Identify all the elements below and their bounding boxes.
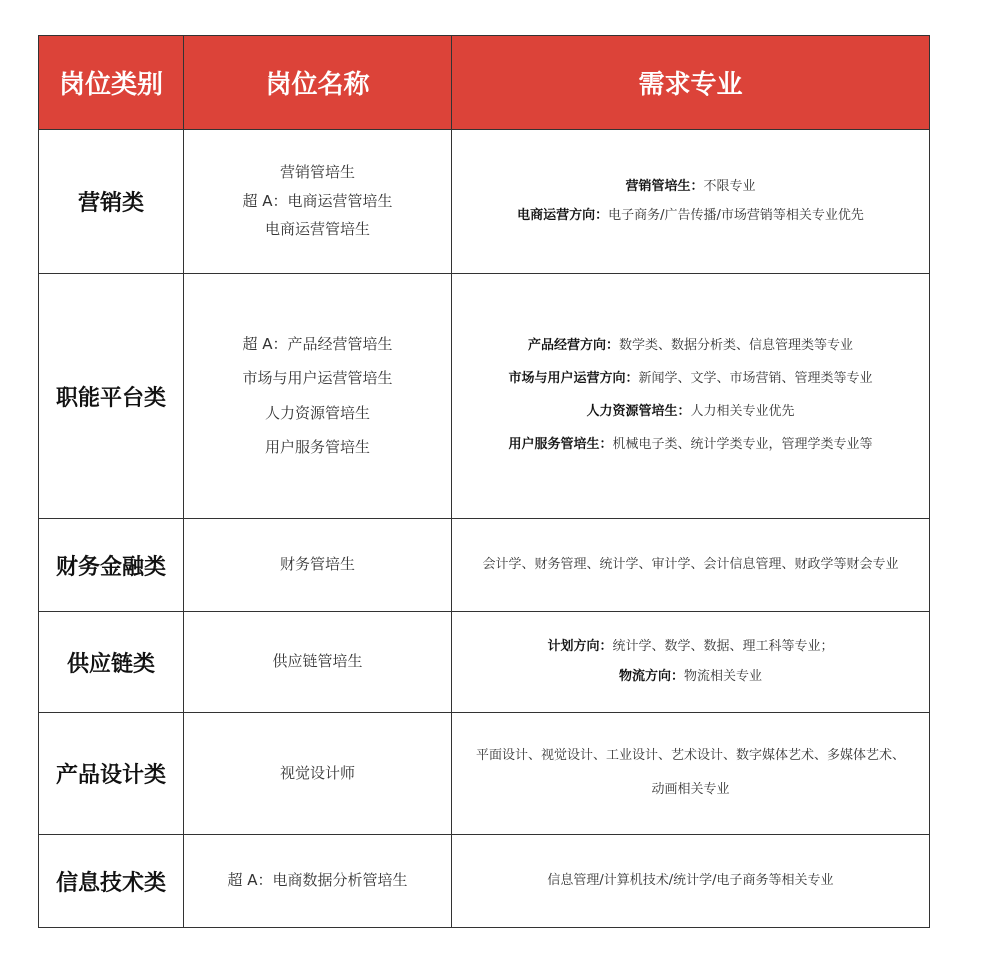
major-label: 产品经营方向： — [527, 338, 619, 354]
position-name: 用户服务管培生 — [264, 438, 370, 456]
position-cell — [184, 612, 452, 713]
table-row — [39, 612, 930, 713]
major-text: 数学类、数据分析类、信息管理类等专业 — [619, 338, 854, 354]
major-label: 电商运营方向： — [517, 207, 609, 223]
table-row — [39, 274, 930, 519]
position-name: 电商运营管培生 — [264, 220, 370, 239]
major-item — [452, 437, 929, 454]
major-text: 人力相关专业优先 — [690, 404, 795, 419]
position-cell — [184, 274, 452, 519]
major-item — [452, 371, 929, 388]
major-text: 物流相关专业 — [684, 668, 763, 684]
major-text: 新闻学、文学、市场营销、管理类等专业 — [638, 371, 873, 387]
major-cell — [452, 612, 930, 713]
major-item — [452, 782, 929, 799]
position-cell — [184, 519, 452, 612]
major-label: 市场与用户运营方向： — [508, 371, 639, 387]
major-label: 人力资源管培生： — [586, 404, 691, 419]
major-item — [452, 639, 929, 656]
position-name: 视觉设计师 — [279, 763, 355, 782]
major-item — [452, 873, 929, 890]
position-name: 超 A：电商数据分析管培生 — [227, 871, 408, 890]
major-item — [452, 179, 929, 196]
table-row — [39, 519, 930, 612]
major-text: 机械电子类、统计学类专业，管理学类专业等 — [612, 436, 873, 452]
recruitment-table — [38, 35, 930, 928]
major-text: 不限专业 — [703, 178, 756, 194]
category-cell: 供应链类 — [39, 612, 184, 713]
major-label: 营销管培生： — [625, 178, 704, 194]
major-cell — [452, 713, 930, 835]
position-name: 供应链管培生 — [272, 652, 363, 671]
major-item — [452, 557, 929, 574]
major-text: 统计学、数学、数据、理工科等专业； — [612, 638, 834, 654]
category-cell: 信息技术类 — [39, 835, 184, 928]
position-name: 营销管培生 — [279, 163, 355, 182]
table-row — [39, 130, 930, 274]
header-major: 需求专业 — [452, 36, 930, 130]
major-text: 动画相关专业 — [651, 782, 730, 797]
position-name: 超 A：电商运营管培生 — [242, 191, 393, 210]
position-cell — [184, 835, 452, 928]
table-row — [39, 713, 930, 835]
table-header — [39, 36, 930, 130]
major-cell — [452, 519, 930, 612]
table-row — [39, 835, 930, 928]
header-category: 岗位类别 — [39, 36, 184, 130]
position-name: 市场与用户运营管培生 — [242, 369, 393, 387]
header-position: 岗位名称 — [184, 36, 452, 130]
major-item — [452, 669, 929, 686]
category-cell: 职能平台类 — [39, 274, 184, 519]
major-text: 平面设计、视觉设计、工业设计、艺术设计、数字媒体艺术、多媒体艺术、 — [475, 748, 905, 764]
major-text: 信息管理/计算机技术/统计学/电子商务等相关专业 — [547, 872, 834, 888]
position-cell — [184, 713, 452, 835]
major-item — [452, 208, 929, 225]
major-cell — [452, 274, 930, 519]
major-cell — [452, 835, 930, 928]
major-item — [452, 338, 929, 355]
position-name: 财务管培生 — [279, 555, 355, 574]
major-label: 计划方向： — [547, 638, 613, 654]
major-text: 会计学、财务管理、统计学、审计学、会计信息管理、财政学等财会专业 — [482, 556, 899, 572]
position-name: 超 A：产品经营管培生 — [242, 334, 393, 353]
major-item — [452, 748, 929, 765]
category-cell: 产品设计类 — [39, 713, 184, 835]
major-text: 电子商务/广告传播/市场营销等相关专业优先 — [608, 207, 864, 223]
major-label: 物流方向： — [618, 668, 684, 684]
category-cell: 财务金融类 — [39, 519, 184, 612]
major-label: 用户服务管培生： — [508, 436, 613, 452]
position-name: 人力资源管培生 — [264, 403, 370, 422]
position-cell — [184, 130, 452, 274]
category-cell: 营销类 — [39, 130, 184, 274]
major-item — [452, 404, 929, 421]
major-cell — [452, 130, 930, 274]
